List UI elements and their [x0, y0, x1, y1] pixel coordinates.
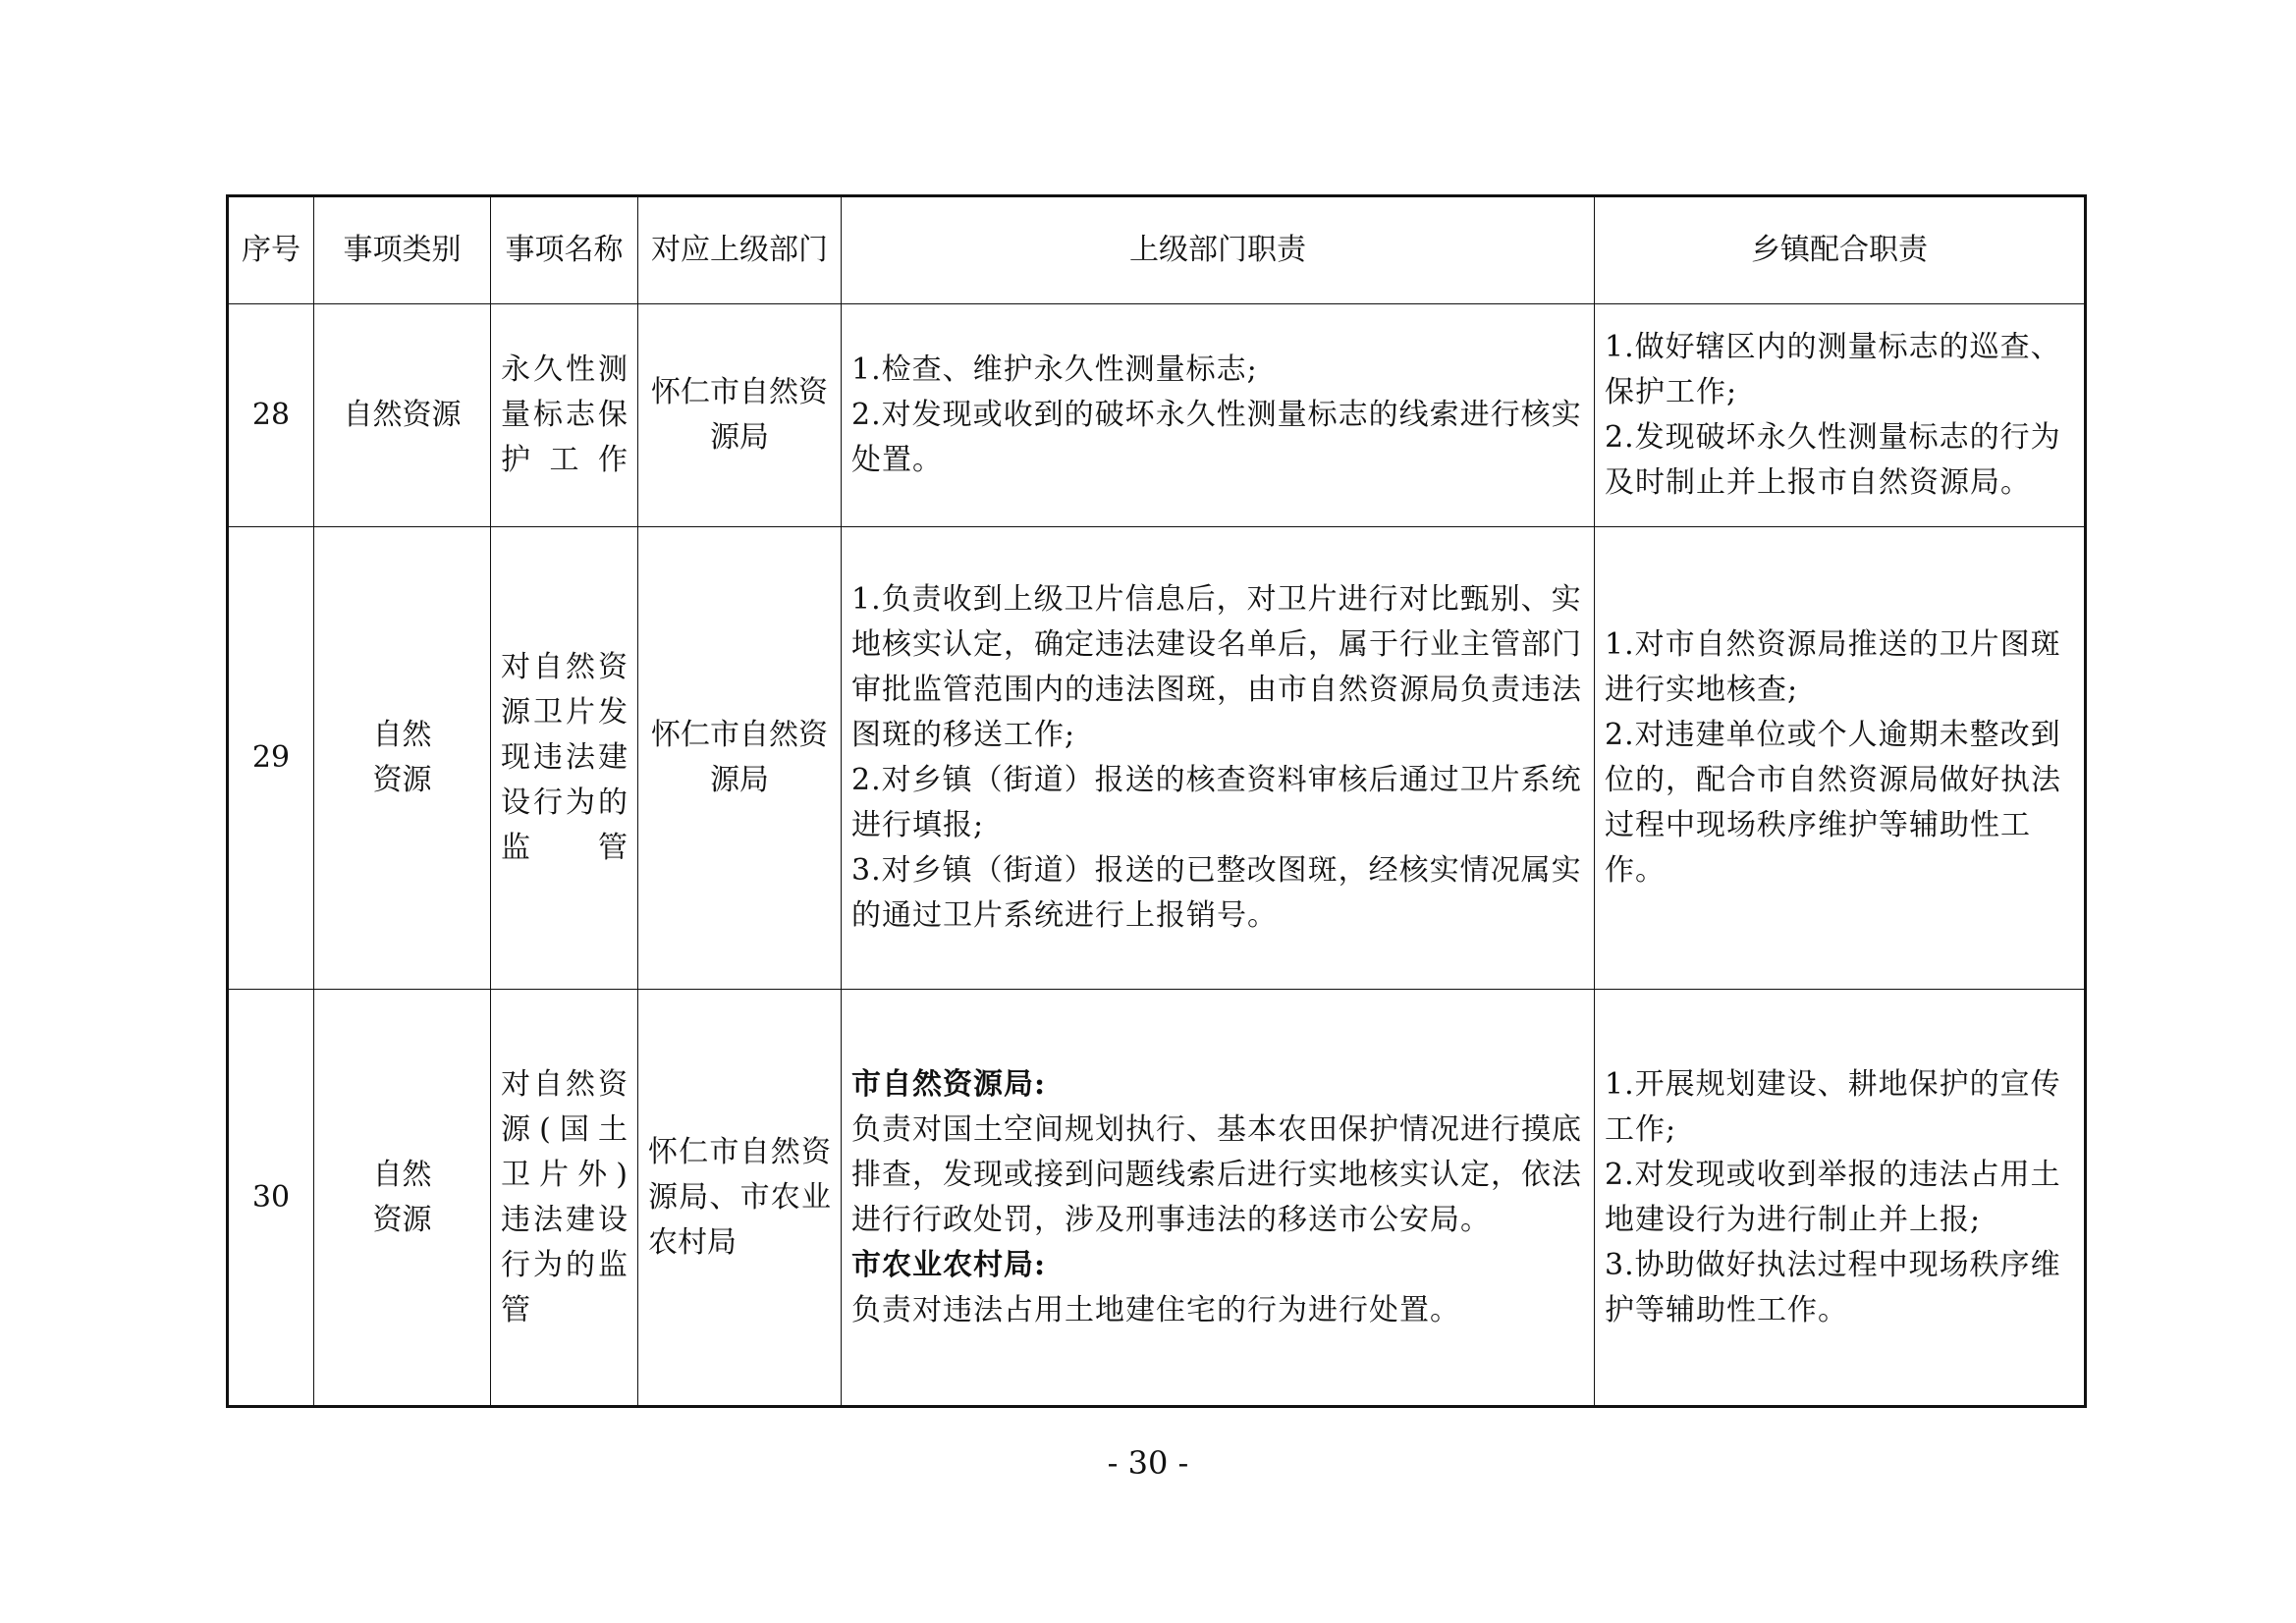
town-duty-line: 2.对发现或收到举报的违法占用土地建设行为进行制止并上报; — [1605, 1157, 2061, 1237]
row-upper-duty — [842, 990, 1595, 1407]
row-category: 自然资源 — [314, 990, 491, 1407]
row-item-name: 对自然资源(国土卫片外)违法建设行为的监管 — [491, 990, 638, 1407]
row-item-name: 永久性测量标志保护工作 — [491, 304, 638, 527]
table-row — [228, 990, 2086, 1407]
row-town-duty — [1595, 304, 2086, 527]
responsibility-table — [226, 194, 2087, 1408]
row-dept: 怀仁市自然资源局、市农业农村局 — [638, 990, 842, 1407]
row-category: 自然资源 — [314, 304, 491, 527]
upper-duty-section-text: 负责对违法占用土地建住宅的行为进行处置。 — [851, 1292, 1460, 1327]
town-duty-line: 3.协助做好执法过程中现场秩序维护等辅助性工作。 — [1605, 1247, 2061, 1327]
header-category: 事项类别 — [314, 196, 491, 304]
upper-duty-section-text: 负责对国土空间规划执行、基本农田保护情况进行摸底排查，发现或接到问题线索后进行实地核实认定，依法进行行政处罚，涉及刑事违法的移送市公安局。 — [851, 1111, 1582, 1237]
row-no: 29 — [228, 527, 314, 990]
page-number: - 30 - — [1107, 1444, 1189, 1482]
header-dept: 对应上级部门 — [638, 196, 842, 304]
town-duty-line: 1.开展规划建设、耕地保护的宣传工作; — [1605, 1066, 2061, 1147]
row-no: 28 — [228, 304, 314, 527]
header-name: 事项名称 — [491, 196, 638, 304]
table-header-row — [228, 196, 2086, 304]
row-town-duty — [1595, 990, 2086, 1407]
upper-duty-line: 3.对乡镇（街道）报送的已整改图斑，经核实情况属实的通过卫片系统进行上报销号。 — [851, 853, 1582, 933]
row-category: 自然资源 — [314, 527, 491, 990]
table-row — [228, 527, 2086, 990]
row-dept: 怀仁市自然资源局 — [638, 304, 842, 527]
upper-duty-section-title: 市农业农村局: — [851, 1247, 1047, 1282]
table-row — [228, 304, 2086, 527]
header-town-duty: 乡镇配合职责 — [1595, 196, 2086, 304]
row-town-duty — [1595, 527, 2086, 990]
header-no: 序号 — [228, 196, 314, 304]
row-upper-duty — [842, 527, 1595, 990]
town-duty-line: 1.对市自然资源局推送的卫片图斑进行实地核查; — [1605, 627, 2061, 707]
upper-duty-line: 1.检查、维护永久性测量标志; — [851, 352, 1258, 387]
town-duty-line: 1.做好辖区内的测量标志的巡查、保护工作; — [1605, 330, 2061, 409]
row-item-name: 对自然资源卫片发现违法建设行为的监管 — [491, 527, 638, 990]
header-upper-duty: 上级部门职责 — [842, 196, 1595, 304]
upper-duty-section-title: 市自然资源局: — [851, 1066, 1047, 1102]
upper-duty-line: 2.对发现或收到的破坏永久性测量标志的线索进行核实处置。 — [851, 398, 1582, 477]
town-duty-line: 2.对违建单位或个人逾期未整改到位的，配合市自然资源局做好执法过程中现场秩序维护等辅助性工作。 — [1605, 718, 2061, 888]
upper-duty-line: 1.负责收到上级卫片信息后，对卫片进行对比甄别、实地核实认定，确定违法建设名单后，属于行业主管部门审批监管范围内的违法图斑，由市自然资源局负责违法图斑的移送工作; — [851, 582, 1582, 752]
row-dept: 怀仁市自然资源局 — [638, 527, 842, 990]
town-duty-line: 2.发现破坏永久性测量标志的行为及时制止并上报市自然资源局。 — [1605, 420, 2061, 500]
upper-duty-line: 2.对乡镇（街道）报送的核查资料审核后通过卫片系统进行填报; — [851, 763, 1582, 842]
row-upper-duty — [842, 304, 1595, 527]
row-no: 30 — [228, 990, 314, 1407]
